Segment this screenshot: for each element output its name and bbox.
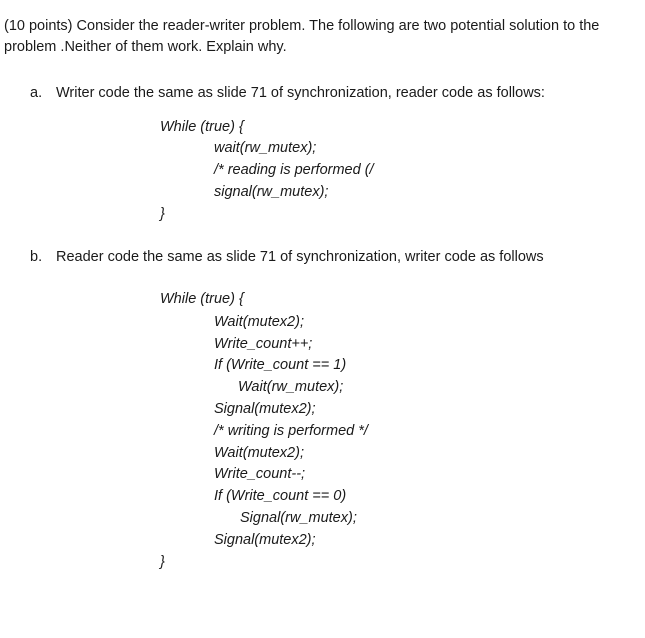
part-a-label: a. xyxy=(30,85,43,101)
code-line: } xyxy=(160,554,165,570)
code-line: signal(rw_mutex); xyxy=(214,184,329,200)
code-line: While (true) { xyxy=(160,119,244,135)
code-line: /* reading is performed (/ xyxy=(214,162,374,178)
code-line: } xyxy=(160,206,165,222)
question-line-2: problem .Neither of them work. Explain why. xyxy=(4,39,287,55)
code-line: /* writing is performed */ xyxy=(214,423,368,439)
part-b-text: Reader code the same as slide 71 of synchronization, writer code as follows xyxy=(56,249,544,265)
code-line: wait(rw_mutex); xyxy=(214,140,317,156)
code-line: Write_count++; xyxy=(214,336,313,352)
code-line: If (Write_count == 1) xyxy=(214,357,347,373)
question-line-1: (10 points) Consider the reader-writer problem. The following are two potential solution to the xyxy=(4,18,600,34)
code-line: Wait(mutex2); xyxy=(214,314,304,330)
code-line: Wait(rw_mutex); xyxy=(238,379,344,395)
code-line: Signal(rw_mutex); xyxy=(240,510,357,526)
code-line: While (true) { xyxy=(160,291,244,307)
code-line: Wait(mutex2); xyxy=(214,445,304,461)
code-line: Signal(mutex2); xyxy=(214,532,316,548)
code-line: If (Write_count == 0) xyxy=(214,488,347,504)
code-line: Signal(mutex2); xyxy=(214,401,316,417)
part-a-text: Writer code the same as slide 71 of synchronization, reader code as follows: xyxy=(56,85,545,101)
code-line: Write_count--; xyxy=(214,466,306,482)
part-b-label: b. xyxy=(30,249,43,265)
